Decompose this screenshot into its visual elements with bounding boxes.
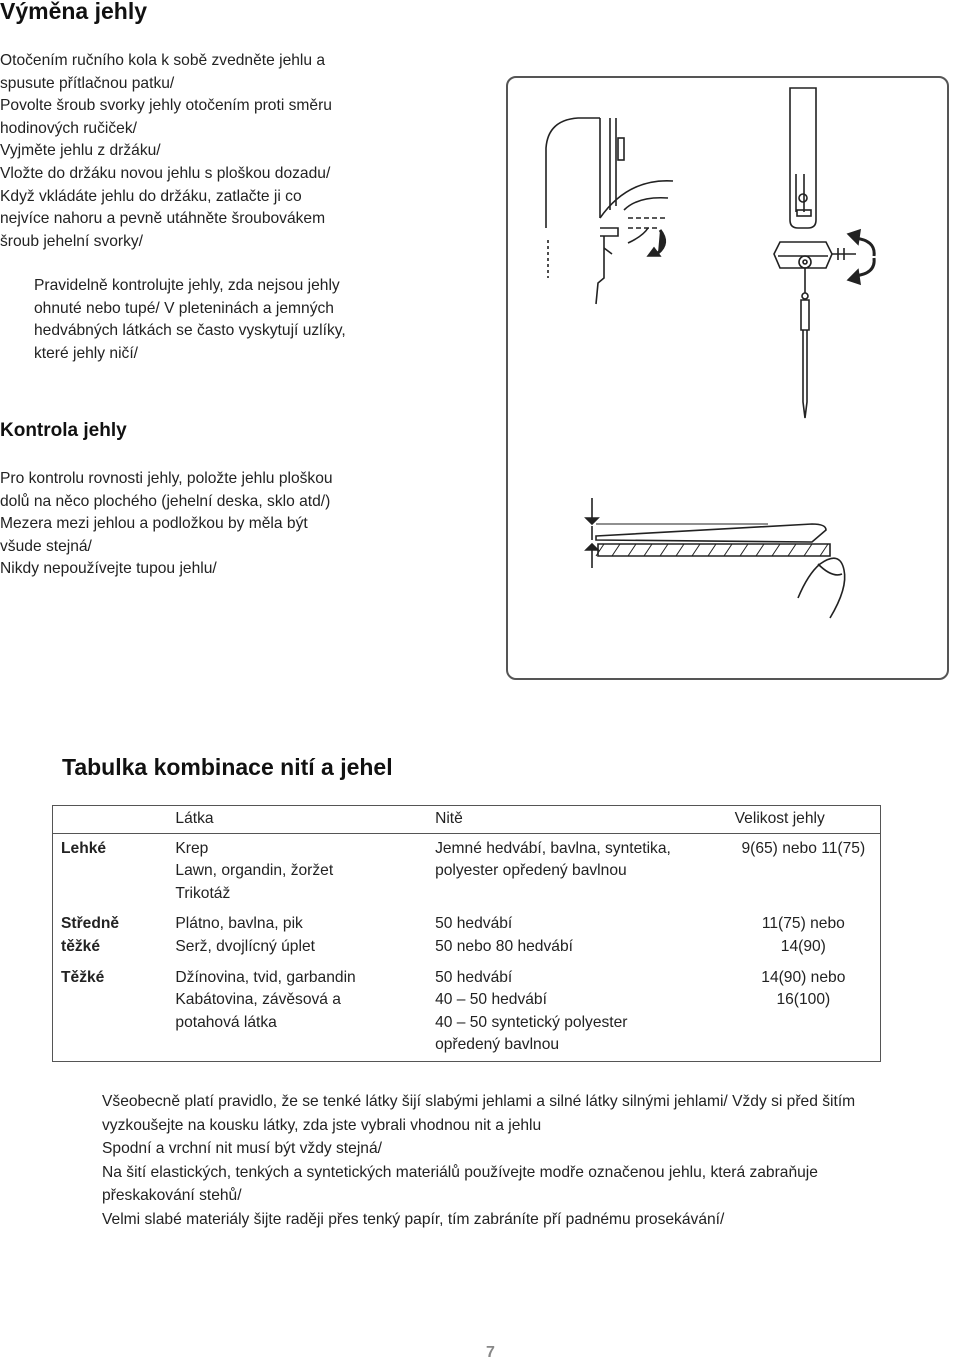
table-header-row: [53, 806, 881, 834]
note-item: Všeobecně platí pravidlo, že se tenké látky šijí slabými jehlami a silné látky silnými jehlami/ Vždy si před šitím vyzkoušejte na kousku látky, zda jste vybrali vhodnou nit a jehlu: [102, 1093, 856, 1134]
row-category: Středně těžké: [61, 915, 120, 955]
row-category: Lehké: [61, 839, 107, 857]
row-needle-size: 9(65) nebo 11(75): [741, 839, 866, 857]
header-thread: Nitě: [427, 806, 727, 834]
table-row: [53, 963, 881, 1062]
general-notes: [102, 1090, 902, 1231]
needle-clamp-drawing: [774, 88, 874, 284]
header-fabric: Látka: [167, 806, 427, 834]
row-thread: Jemné hedvábí, bavlna, syntetika, polyester opředený bavlnou: [435, 839, 671, 880]
row-fabric: Krep Lawn, organdin, žoržet Trikotáž: [175, 839, 334, 902]
row-fabric: Plátno, bavlna, pik Serž, dvojlícný úplet: [175, 915, 315, 955]
needle-flat-check-drawing: [586, 498, 845, 618]
row-thread: 50 hedvábí 40 – 50 hedvábí 40 – 50 syntetický polyester opředený bavlnou: [435, 968, 628, 1054]
needle-check-text: Pro kontrolu rovnosti jehly, položte jehlu ploškou dolů na něco plochého (jehelní deska, sklo atd/) Mezera mezi jehlou a podložkou by měla být všude stejná/ Nikdy nepoužívejte tupou jehlu/: [0, 470, 333, 578]
page-title: Výměna jehly: [0, 0, 148, 24]
row-fabric: Džínovina, tvid, garbandin Kabátovina, závěsová a potahová látka: [175, 968, 356, 1031]
note-item: Na šití elastických, tenkých a syntetických materiálů používejte modře označenou jehlu, která zabraňuje přeskakování stehů/: [102, 1163, 818, 1204]
note-item: Spodní a vrchní nit musí být vždy stejná/: [102, 1140, 382, 1157]
header-needle-size: Velikost jehly: [727, 806, 881, 834]
sewing-machine-head-drawing: [546, 118, 673, 304]
needle-check-advice: Pravidelně kontrolujte jehly, zda nejsou jehly ohnuté nebo tupé/ V pleteninách a jemných hedvábných látkách se často vyskytují uzlíky, které jehly ničí/: [34, 277, 346, 362]
needle-check-heading: Kontrola jehly: [0, 420, 127, 441]
row-category: Těžké: [61, 968, 105, 986]
replace-needle-steps: Otočením ručního kola k sobě zvedněte jehlu a spusute přítlačnou patku/ Povolte šroub svorky jehly otočením proti směru hodinových ručiček/ Vyjměte jehlu z držáku/ Vložte do držáku novou jehlu s ploškou dozadu/ Když vkládáte jehlu do držáku, zatlačte ji co nejvíce nahoru a pevně utáhněte šroubovákem šroub jehelní svorky/: [0, 52, 332, 250]
table-row: [53, 833, 881, 909]
needle-illustration-panel: [506, 76, 949, 680]
table-title: Tabulka kombinace nití a jehel: [62, 754, 393, 780]
row-needle-size: 11(75) nebo 14(90): [761, 915, 845, 955]
note-item: Velmi slabé materiály šijte raději přes tenký papír, tím zabráníte pří padnému prosekávání/: [102, 1210, 725, 1228]
thread-needle-table: [52, 805, 881, 1062]
table-row: [53, 909, 881, 962]
row-needle-size: 14(90) nebo 16(100): [761, 968, 846, 1009]
needle-illustration: [508, 78, 951, 682]
row-thread: 50 hedvábí 50 nebo 80 hedvábí: [435, 915, 573, 955]
needle-drawing: [801, 268, 809, 418]
page-number: 7: [486, 1344, 495, 1361]
